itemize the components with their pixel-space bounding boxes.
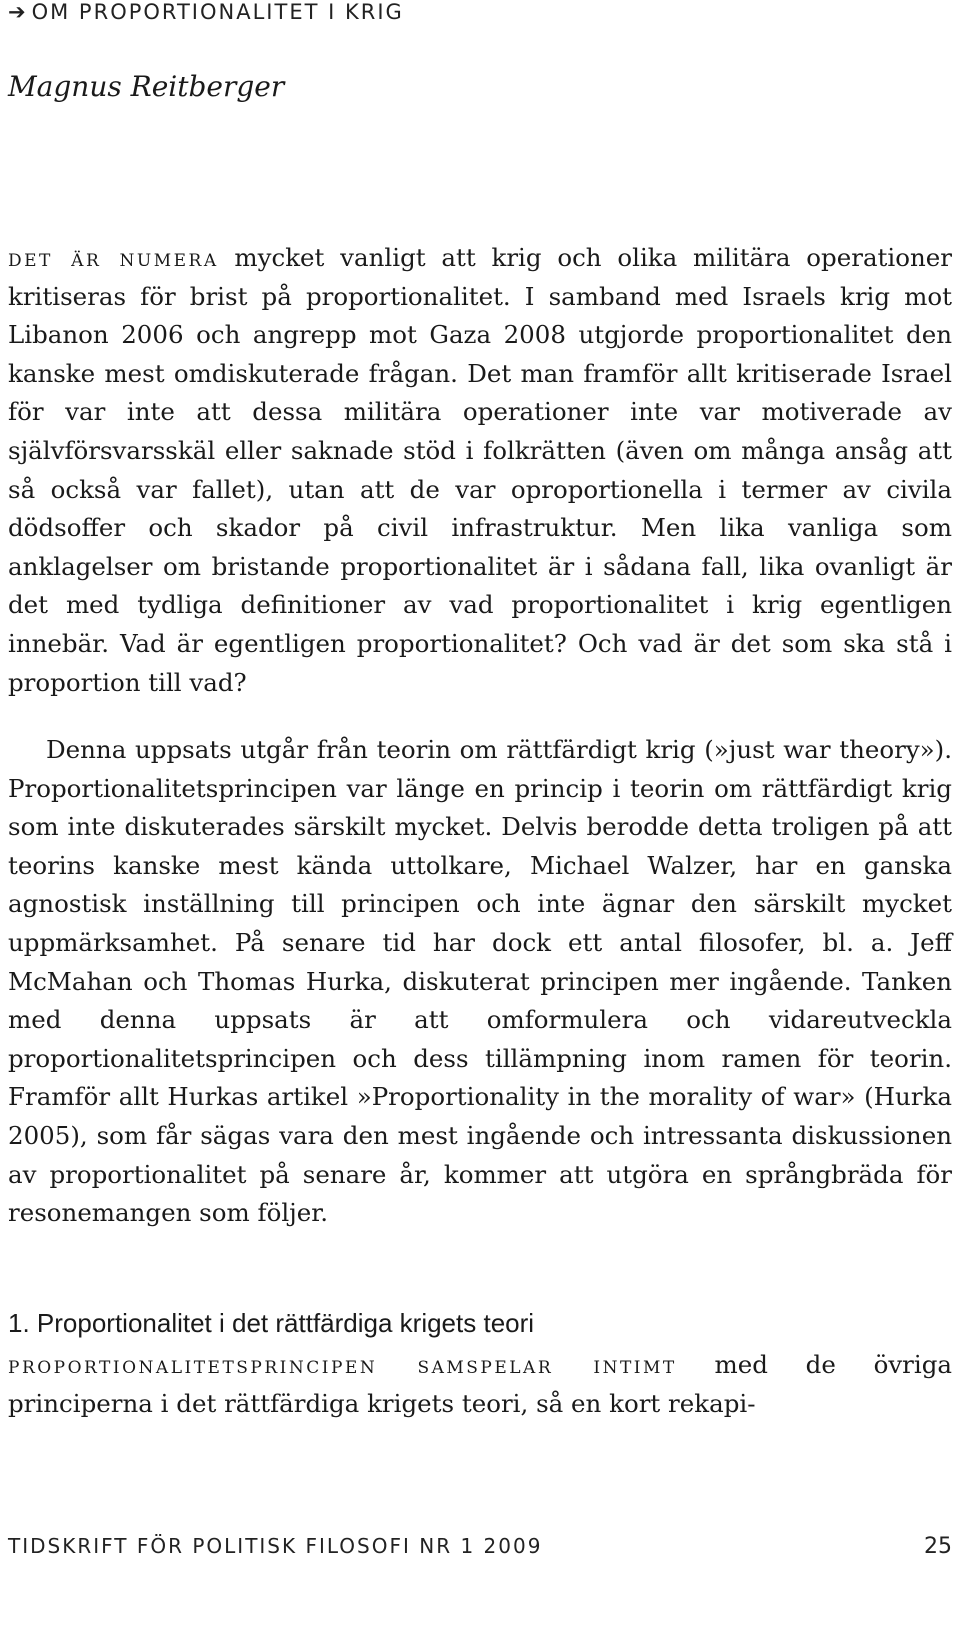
- author-name: Magnus Reitberger: [8, 70, 285, 103]
- intro-lead-in: det är numera: [8, 243, 219, 272]
- page-number: 25: [924, 1534, 952, 1559]
- arrow-right-icon: ➔: [8, 0, 28, 24]
- section-text: med de övriga principerna i det rättfärdiga krigets teori, så en kort rekapi-: [8, 1350, 952, 1418]
- second-paragraph: Denna uppsats utgår från teorin om rättfärdigt krig (»just war theory»). Proportionalitetsprincipen var länge en princip i teorin om rättfärdigt krig som inte diskuterades särskilt mycket. Delvis berodde detta troligen på att teorins kanske mest kända uttolkare, Michael Walzer, har en ganska agnostisk inställning till principen och inte ägnar den särskilt mycket uppmärksamhet. På senare tid har dock ett antal filosofer, bl. a. Jeff McMahan och Thomas Hurka, diskuterat principen mer ingående. Tanken med denna uppsats är att omformulera och vidareutveckla proportionalitetsprincipen och dess tillämpning inom ramen för teorin. Framför allt Hurkas artikel »Proportionality in the morality of war» (Hurka 2005), som får sägas vara den mest ingående och intressanta diskussionen av proportionalitet på senare år, kommer att utgöra en språngbräda för resonemangen som följer.: [8, 735, 952, 1228]
- running-head: [8, 0, 404, 24]
- running-head-title: OM PROPORTIONALITET I KRIG: [31, 0, 404, 24]
- intro-paragraph: [8, 239, 952, 702]
- journal-title: TIDSKRIFT FÖR POLITISK FILOSOFI NR 1 2009: [8, 1534, 543, 1558]
- intro-text: mycket vanligt att krig och olika militära operationer kritiseras för brist på proportionalitet. I samband med Israels krig mot Libanon 2006 och angrepp mot Gaza 2008 utgjorde proportionalitet den kanske mest omdiskuterade frågan. Det man framför allt kritiserade Israel för var inte att dessa militära operationer inte var motiverade av självförsvarsskäl eller saknade stöd i folkrätten (även om många ansåg att så också var fallet), utan att de var oproportionella i termer av civila dödsoffer och skador på civil infrastruktur. Men lika vanliga som anklagelser om bristande proportionalitet är i sådana fall, lika ovanligt är det med tydliga definitioner av vad proportionalitet i krig egentligen innebär. Vad är egentligen proportionalitet? Och vad är det som ska stå i proportion till vad?: [8, 243, 952, 697]
- section-lead-in: proportionalitetsprincipen samspelar intimt: [8, 1350, 677, 1379]
- section-heading: 1. Proportionalitet i det rättfärdiga krigets teori: [8, 1308, 535, 1338]
- section-paragraph: [8, 1346, 952, 1423]
- page-footer: [8, 1534, 952, 1559]
